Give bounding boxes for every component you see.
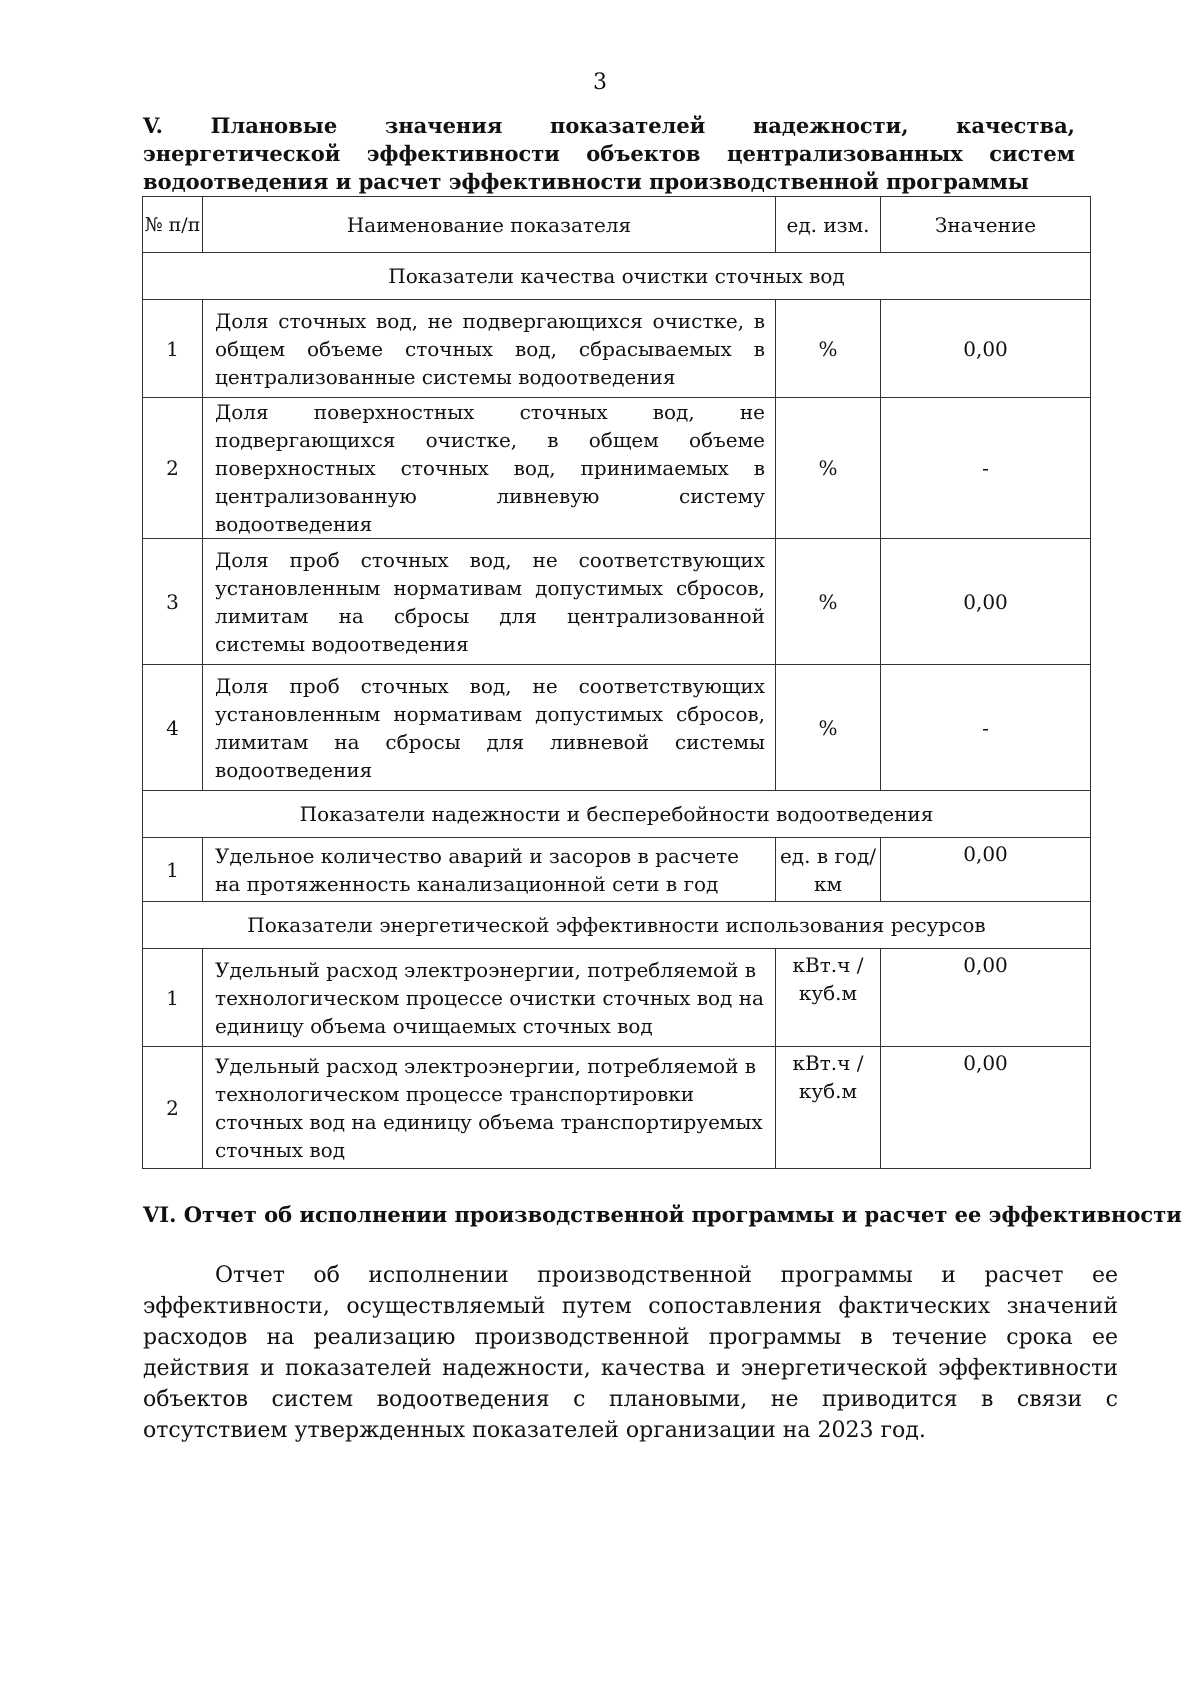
row-name: Удельный расход электроэнергии, потребляемой в технологическом процессе транспортировки сточных вод на единицу объема транспортируемых сточных вод xyxy=(203,1047,776,1169)
header-name: Наименование показателя xyxy=(203,197,776,253)
row-value: 0,00 xyxy=(881,300,1091,398)
row-unit: ед. в год/ км xyxy=(776,838,881,902)
group-row-quality xyxy=(143,253,1091,300)
table-row xyxy=(143,539,1091,665)
group-row-energy xyxy=(143,902,1091,949)
row-num: 2 xyxy=(143,398,203,539)
section-5-title: V. Плановые значения показателей надежности, качества, энергетической эффективности объектов централизованных систем водоотведения и расчет эффективности производственной программы xyxy=(143,113,1075,194)
group-title: Показатели энергетической эффективности использования ресурсов xyxy=(143,902,1091,949)
page-number: 3 xyxy=(593,70,607,95)
row-name: Доля сточных вод, не подвергающихся очистке, в общем объеме сточных вод, сбрасываемых в централизованные системы водоотведения xyxy=(203,300,776,398)
group-title: Показатели надежности и бесперебойности водоотведения xyxy=(143,791,1091,838)
row-name: Доля поверхностных сточных вод, не подвергающихся очистке, в общем объеме поверхностных сточных вод, принимаемых в централизованную ливневую систему водоотведения xyxy=(203,398,776,539)
row-value: 0,00 xyxy=(881,1047,1091,1169)
group-row-reliability xyxy=(143,791,1091,838)
row-name: Удельный расход электроэнергии, потребляемой в технологическом процессе очистки сточных вод на единицу объема очищаемых сточных вод xyxy=(203,949,776,1047)
row-num: 3 xyxy=(143,539,203,665)
row-num: 2 xyxy=(143,1047,203,1169)
row-value: 0,00 xyxy=(881,949,1091,1047)
table-row xyxy=(143,1047,1091,1169)
row-value: 0,00 xyxy=(881,838,1091,902)
section-6-title: VI. Отчет об исполнении производственной программы и расчет ее эффективности xyxy=(143,1202,1182,1227)
row-num: 1 xyxy=(143,300,203,398)
section-6-paragraph: Отчет об исполнении производственной программы и расчет ее эффективности, осуществляемый путем сопоставления фактических значений расходов на реализацию производственной программы в течение срока ее действия и показателей надежности, качества и энергетической эффективности объектов систем водоотведения с плановыми, не приводится в связи с отсутствием утвержденных показателей организации на 2023 год. xyxy=(143,1263,1118,1443)
row-num: 4 xyxy=(143,665,203,791)
row-unit: % xyxy=(776,665,881,791)
table-row xyxy=(143,949,1091,1047)
header-num: № п/п xyxy=(143,197,203,253)
table-row xyxy=(143,398,1091,539)
row-num: 1 xyxy=(143,949,203,1047)
row-name: Удельное количество аварий и засоров в расчете на протяженность канализационной сети в год xyxy=(203,838,776,902)
header-value: Значение xyxy=(881,197,1091,253)
row-unit: кВт.ч / куб.м xyxy=(776,949,881,1047)
row-value: - xyxy=(881,665,1091,791)
table-row xyxy=(143,838,1091,902)
table-row xyxy=(143,665,1091,791)
header-unit: ед. изм. xyxy=(776,197,881,253)
row-unit: % xyxy=(776,539,881,665)
row-value: 0,00 xyxy=(881,539,1091,665)
indicators-table xyxy=(142,196,1091,1169)
row-num: 1 xyxy=(143,838,203,902)
group-title: Показатели качества очистки сточных вод xyxy=(143,253,1091,300)
row-name: Доля проб сточных вод, не соответствующих установленным нормативам допустимых сбросов, лимитам на сбросы для ливневой системы водоотведения xyxy=(203,665,776,791)
row-unit: % xyxy=(776,300,881,398)
row-name: Доля проб сточных вод, не соответствующих установленным нормативам допустимых сбросов, лимитам на сбросы для централизованной системы водоотведения xyxy=(203,539,776,665)
row-unit: % xyxy=(776,398,881,539)
table-header-row xyxy=(143,197,1091,253)
table-row xyxy=(143,300,1091,398)
row-value: - xyxy=(881,398,1091,539)
row-unit: кВт.ч / куб.м xyxy=(776,1047,881,1169)
